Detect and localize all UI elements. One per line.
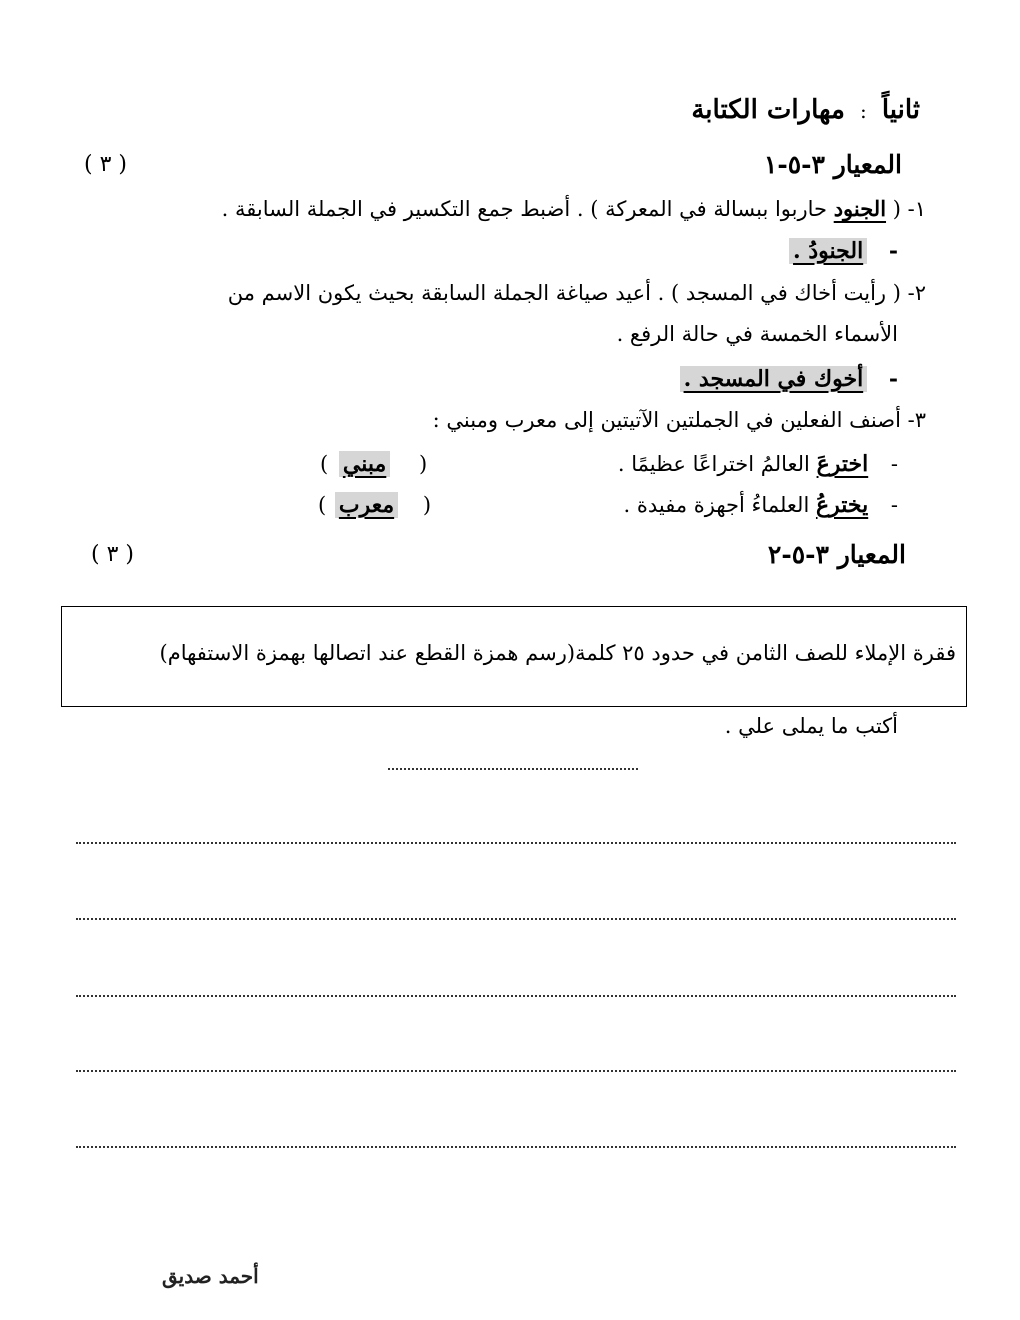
item-close-paren: )	[318, 493, 327, 517]
item-text: العلماءُ أجهزة مفيدة .	[623, 493, 810, 517]
answer-dash: -	[888, 366, 898, 392]
dictation-instruction: أكتب ما يملى علي .	[724, 714, 898, 738]
question-1-keyword: الجنود	[833, 196, 887, 221]
standard-2-label: المعيار ٣-٥-٢	[767, 540, 906, 569]
question-2-number: ٢-	[907, 281, 926, 305]
question-3-prompt: أصنف الفعلين في الجملتين الآتيتين إلى معرب ومبني :	[432, 408, 901, 432]
dictation-box	[61, 606, 967, 707]
standard-1-label: المعيار ٣-٥-١	[763, 150, 902, 179]
question-3-item-1	[618, 451, 898, 477]
signature: أحمد صديق	[162, 1264, 259, 1288]
question-2-line-2: الأسماء الخمسة في حالة الرفع .	[616, 322, 898, 346]
short-dotted-line[interactable]	[388, 768, 638, 770]
question-2-line-1: ( رأيت أخاك في المسجد ) . أعيد صياغة الجملة السابقة بحيث يكون الاسم من	[227, 281, 901, 305]
section-separator: :	[860, 99, 867, 123]
question-1	[222, 196, 926, 221]
item-verb: يخترعُ	[815, 492, 869, 518]
item-answer: مبني	[339, 451, 390, 477]
question-1-number: ١-	[907, 197, 926, 221]
section-title: مهارات الكتابة	[691, 95, 845, 125]
standard-2-marks: ( ٣ )	[91, 542, 134, 567]
dictation-box-text: فقرة الإملاء للصف الثامن في حدود ٢٥ كلمة(رسم همزة القطع عند اتصالها بهمزة الاستفهام)	[159, 641, 956, 665]
question-1-answer: الجنودُ .	[789, 238, 867, 264]
writing-line-3[interactable]	[76, 995, 956, 997]
item-open-paren: (	[422, 493, 432, 517]
standard-1-marks: ( ٣ )	[84, 152, 127, 177]
item-dash: -	[890, 452, 898, 476]
section-heading	[691, 95, 920, 125]
question-3-item-2	[624, 492, 898, 518]
question-2	[228, 281, 926, 305]
item-dash: -	[890, 493, 898, 517]
question-2-answer: أخوك في المسجد .	[680, 366, 868, 392]
writing-line-1[interactable]	[76, 842, 956, 844]
writing-line-2[interactable]	[76, 918, 956, 920]
question-1-text: حاربوا ببسالة في المعركة ) . أضبط جمع التكسير في الجملة السابقة .	[221, 197, 828, 221]
answer-dash: -	[888, 238, 898, 264]
question-2-answer-line	[680, 366, 898, 392]
item-close-paren: )	[320, 452, 329, 476]
question-1-open: (	[892, 197, 901, 221]
item-text: العالمُ اختراعًا عظيمًا .	[617, 452, 810, 476]
question-3-item-2-answer	[318, 492, 431, 518]
item-answer: معرب	[335, 492, 398, 518]
item-verb: اخترعَ	[816, 451, 869, 477]
item-open-paren: (	[418, 452, 428, 476]
question-3-item-1-answer	[320, 451, 427, 477]
question-1-answer-line	[789, 238, 898, 264]
question-3	[433, 408, 926, 432]
writing-line-4[interactable]	[76, 1070, 956, 1072]
question-3-number: ٣-	[907, 408, 926, 432]
section-prefix: ثانياً	[881, 95, 920, 125]
writing-line-5[interactable]	[76, 1146, 956, 1148]
